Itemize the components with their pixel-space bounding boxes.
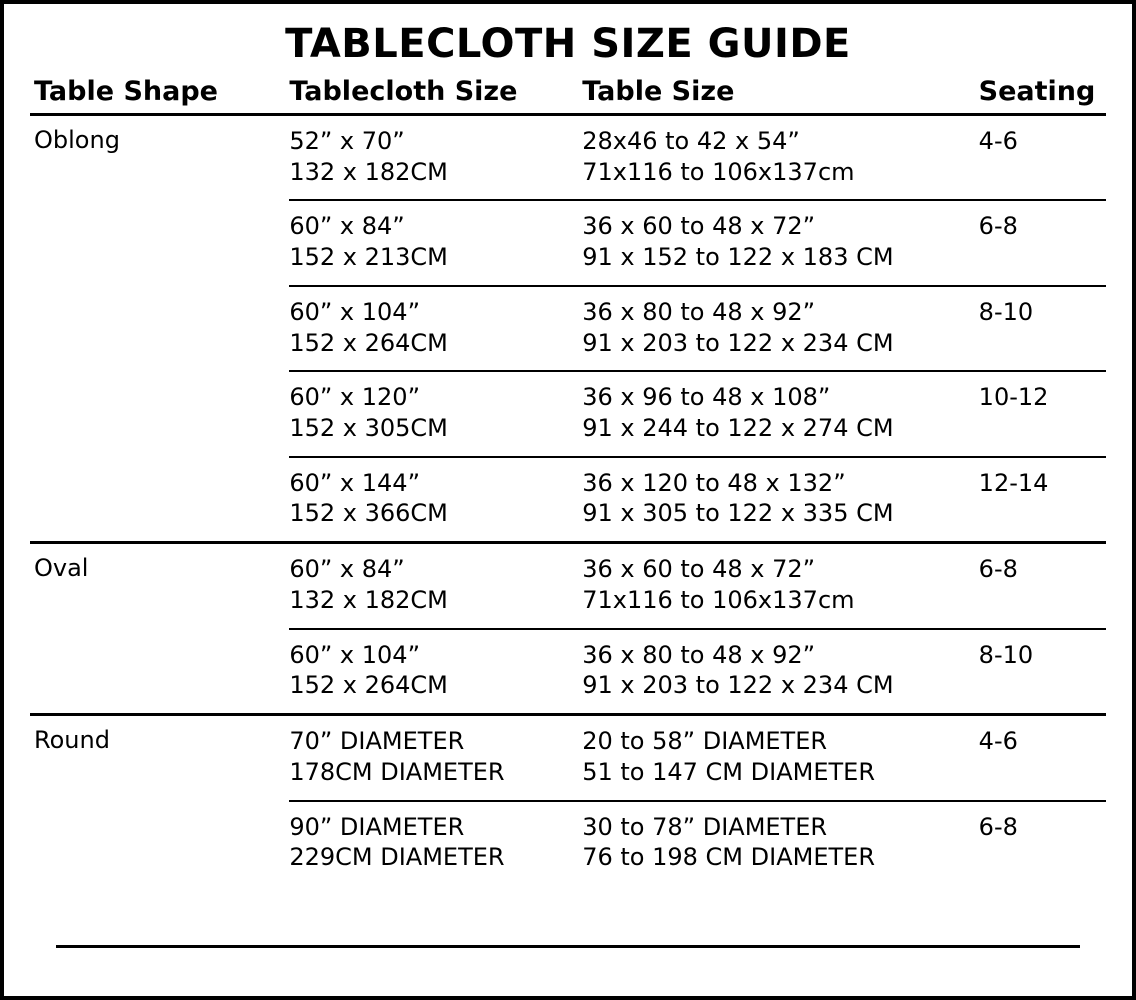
tablecloth-size-cell	[289, 457, 582, 543]
seating-cell: 4-6	[978, 727, 1018, 756]
table-size-cell	[582, 716, 968, 800]
table-size-cell	[582, 371, 968, 456]
shape-cell-oval	[30, 544, 289, 714]
table-size-cm: 51 to 147 CM DIAMETER	[582, 757, 875, 786]
table-size-inches: 28x46 to 42 x 54”	[582, 127, 800, 155]
table-size-cell	[582, 200, 968, 285]
cloth-size-inches: 60” x 144”	[289, 468, 421, 497]
table-size-cell	[582, 286, 968, 371]
column-header-tablecloth-size: Tablecloth Size	[289, 76, 518, 107]
column-header-table-shape: Table Shape	[34, 76, 218, 107]
table-size-cell	[582, 457, 968, 543]
tablecloth-size-cell	[289, 716, 582, 800]
shape-label: Round	[34, 726, 110, 755]
cloth-size-cm: 152 x 366CM	[289, 499, 448, 528]
seating-cell: 8-10	[969, 629, 1106, 715]
cloth-size-cm: 229CM DIAMETER	[289, 843, 505, 872]
table-size-inches: 36 x 60 to 48 x 72”	[582, 555, 816, 584]
table-size-cell	[582, 801, 968, 885]
tablecloth-size-table	[30, 76, 1106, 885]
page-title: TABLECLOTH SIZE GUIDE	[285, 21, 851, 67]
bottom-divider	[56, 945, 1080, 948]
tablecloth-size-cell	[289, 200, 582, 285]
cloth-size-cm: 152 x 264CM	[289, 328, 448, 357]
cloth-size-inches: 60” x 104”	[289, 297, 421, 326]
shape-cell-oblong	[30, 115, 289, 543]
table-size-cm: 71x116 to 106x137cm	[582, 157, 855, 186]
tablecloth-size-cell	[289, 544, 582, 628]
tablecloth-size-cell	[289, 115, 582, 201]
table-size-cm: 71x116 to 106x137cm	[582, 585, 855, 614]
cloth-size-cm: 178CM DIAMETER	[289, 757, 505, 786]
cloth-size-inches: 52” x 70”	[289, 127, 405, 155]
table-size-inches: 36 x 80 to 48 x 92”	[582, 297, 816, 326]
table-size-cell	[582, 544, 968, 628]
table-header	[30, 76, 1106, 115]
table-size-inches: 36 x 80 to 48 x 92”	[582, 640, 816, 669]
cloth-size-cm: 152 x 305CM	[289, 414, 448, 443]
table-size-inches: 36 x 120 to 48 x 132”	[582, 468, 846, 497]
cloth-size-inches: 60” x 104”	[289, 640, 421, 669]
table-size-cell	[582, 115, 968, 201]
shape-cell-round	[30, 716, 289, 885]
tablecloth-size-cell	[289, 371, 582, 456]
size-guide-content	[4, 4, 1132, 996]
cloth-size-inches: 60” x 84”	[289, 212, 405, 241]
seating-cell: 6-8	[978, 555, 1018, 584]
table-row	[30, 716, 1106, 800]
table-size-cm: 91 x 244 to 122 x 274 CM	[582, 414, 894, 443]
table-row	[30, 544, 1106, 628]
seating-cell: 12-14	[969, 457, 1106, 543]
cloth-size-cm: 152 x 264CM	[289, 671, 448, 700]
table-size-inches: 36 x 60 to 48 x 72”	[582, 212, 816, 241]
cloth-size-cm: 132 x 182CM	[289, 585, 448, 614]
rectangle-shape-icon	[34, 173, 289, 204]
table-size-cm: 91 x 203 to 122 x 234 CM	[582, 671, 894, 700]
column-header-table-size: Table Size	[582, 76, 735, 107]
cloth-size-inches: 60” x 120”	[289, 383, 421, 412]
seating-cell: 8-10	[969, 286, 1106, 371]
seating-cell: 10-12	[969, 371, 1106, 456]
table-size-cm: 91 x 152 to 122 x 183 CM	[582, 243, 894, 272]
column-header-seating: Seating	[978, 76, 1096, 107]
shape-label: Oval	[34, 554, 89, 583]
cloth-size-cm: 132 x 182CM	[289, 157, 448, 186]
tablecloth-size-cell	[289, 801, 582, 885]
tablecloth-size-cell	[289, 629, 582, 715]
table-size-cell	[582, 629, 968, 715]
table-size-cm: 91 x 305 to 122 x 335 CM	[582, 499, 894, 528]
table-size-inches: 30 to 78” DIAMETER	[582, 812, 828, 841]
table-row	[30, 115, 1106, 201]
cloth-size-cm: 152 x 213CM	[289, 243, 448, 272]
cloth-size-inches: 70” DIAMETER	[289, 727, 465, 756]
cloth-size-inches: 90” DIAMETER	[289, 812, 465, 841]
table-body	[30, 115, 1106, 885]
seating-cell: 4-6	[978, 127, 1018, 155]
seating-cell: 6-8	[969, 801, 1106, 885]
tablecloth-size-cell	[289, 286, 582, 371]
seating-cell: 6-8	[969, 200, 1106, 285]
cloth-size-inches: 60” x 84”	[289, 555, 405, 584]
shape-label: Oblong	[34, 126, 120, 154]
table-size-cm: 91 x 203 to 122 x 234 CM	[582, 328, 894, 357]
header-row	[30, 76, 1106, 115]
table-size-inches: 20 to 58” DIAMETER	[582, 727, 828, 756]
table-size-inches: 36 x 96 to 48 x 108”	[582, 383, 831, 412]
table-size-cm: 76 to 198 CM DIAMETER	[582, 843, 875, 872]
